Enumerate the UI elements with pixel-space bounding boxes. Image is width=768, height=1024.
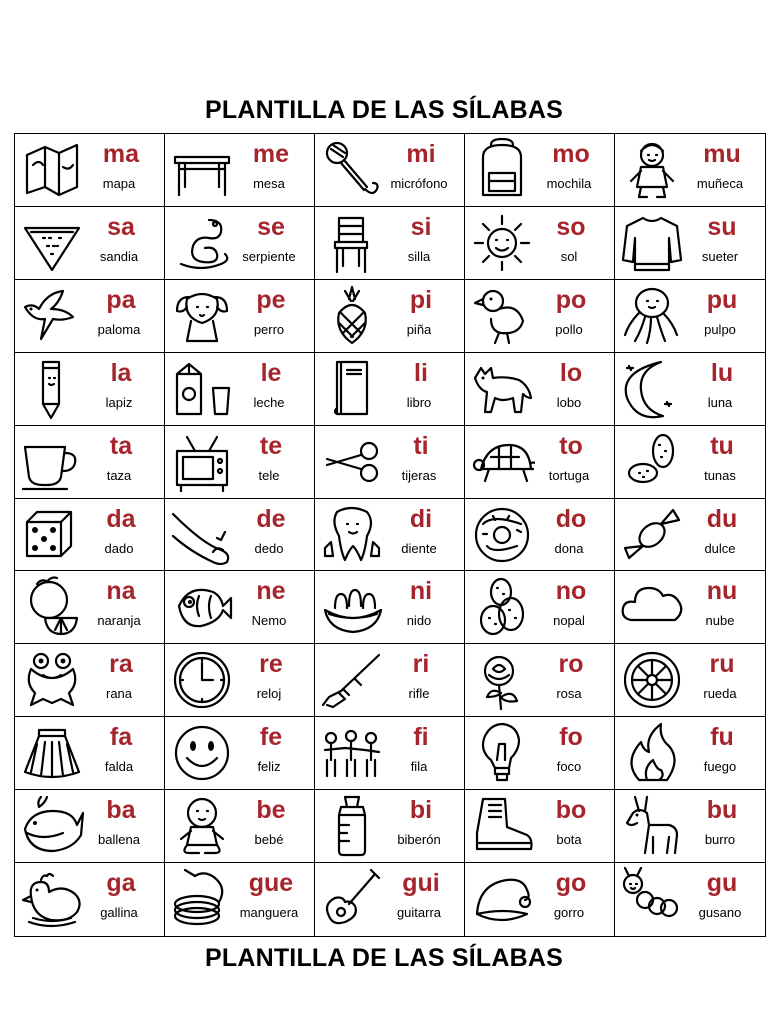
word-label: sandia <box>99 248 139 264</box>
syllable-label: bi <box>409 796 433 825</box>
syllable-label: ru <box>709 650 735 679</box>
word-label: luna <box>707 394 733 410</box>
syllable-label: me <box>252 140 290 168</box>
syllable-card <box>165 644 315 717</box>
word-label: mapa <box>102 176 136 191</box>
word-label: sueter <box>701 248 739 264</box>
syllable-card <box>165 280 315 353</box>
syllable-card <box>465 644 615 717</box>
syllable-label: fe <box>259 723 283 752</box>
word-label: nopal <box>553 613 585 629</box>
syllable-label: lo <box>559 358 583 387</box>
syllable-label: fa <box>109 723 133 752</box>
syllable-label: fo <box>559 723 583 752</box>
word-label: pollo <box>555 321 583 337</box>
word-label: paloma <box>97 321 141 337</box>
syllable-label: li <box>414 358 428 387</box>
syllable-label: da <box>106 504 136 533</box>
syllable-card <box>315 353 465 426</box>
word-label: taza <box>106 467 132 483</box>
syllable-card <box>15 207 165 280</box>
syllable-card <box>465 353 615 426</box>
word-label: leche <box>253 394 285 410</box>
word-label: feliz <box>257 759 281 775</box>
syllable-label: re <box>259 650 283 679</box>
word-label: dado <box>104 540 134 556</box>
syllable-label: si <box>410 212 432 241</box>
syllable-label: go <box>555 869 587 898</box>
syllable-card <box>615 207 765 280</box>
syllable-card <box>615 353 765 426</box>
syllable-label: ro <box>558 650 584 679</box>
syllable-card <box>465 863 615 936</box>
syllable-card <box>465 499 615 572</box>
syllable-label: nu <box>706 577 738 606</box>
syllable-card <box>315 571 465 644</box>
page-title: PLANTILLA DE LAS SÍLABAS <box>204 96 564 124</box>
syllable-label: ti <box>413 431 429 460</box>
syllable-label: gu <box>706 869 738 898</box>
syllable-card <box>465 426 615 499</box>
syllable-card <box>165 499 315 572</box>
word-label: tele <box>258 467 280 483</box>
syllable-card <box>465 280 615 353</box>
syllable-card <box>315 790 465 863</box>
word-label: ballena <box>98 832 140 848</box>
word-label: dona <box>554 540 584 556</box>
syllable-label: do <box>555 504 587 533</box>
syllable-card <box>615 790 765 863</box>
syllable-label: ra <box>109 650 133 679</box>
syllable-card <box>465 790 615 863</box>
syllable-card <box>615 863 765 936</box>
syllable-card <box>15 280 165 353</box>
syllable-card <box>165 790 315 863</box>
syllable-card <box>465 717 615 790</box>
word-label: bota <box>556 832 582 848</box>
word-label: micrófono <box>390 176 448 191</box>
syllable-label: ni <box>409 577 433 606</box>
word-label: nido <box>406 613 432 629</box>
syllable-card <box>15 644 165 717</box>
syllable-label: pi <box>409 285 433 314</box>
syllable-card <box>465 571 615 644</box>
syllable-label: su <box>707 212 737 241</box>
word-label: mesa <box>253 176 285 191</box>
word-label: lapiz <box>105 394 133 410</box>
syllable-card <box>15 863 165 936</box>
word-label: tortuga <box>548 467 590 483</box>
syllable-card <box>165 134 315 207</box>
syllable-card <box>315 426 465 499</box>
syllable-label: pa <box>106 285 136 314</box>
syllable-label: ba <box>106 796 136 825</box>
word-label: bebé <box>254 832 284 848</box>
word-label: mochila <box>546 176 592 191</box>
syllable-card <box>165 863 315 936</box>
syllable-card <box>615 717 765 790</box>
syllable-label: mi <box>406 140 436 168</box>
syllable-card <box>315 134 465 207</box>
syllable-card <box>165 353 315 426</box>
word-label: burro <box>704 832 736 848</box>
word-label: silla <box>407 248 431 264</box>
syllable-card <box>615 499 765 572</box>
word-label: tijeras <box>401 467 437 483</box>
syllable-label: le <box>260 358 282 387</box>
syllable-card <box>465 207 615 280</box>
syllable-label: du <box>706 504 738 533</box>
syllable-card <box>315 644 465 717</box>
syllable-label: ta <box>109 431 133 460</box>
syllable-card <box>165 207 315 280</box>
syllable-card <box>15 426 165 499</box>
syllable-card <box>615 280 765 353</box>
syllable-card <box>315 863 465 936</box>
word-label: diente <box>401 540 437 556</box>
syllable-label: ne <box>256 577 286 606</box>
syllable-label: se <box>257 212 285 241</box>
syllable-label: so <box>556 212 586 241</box>
word-label: dedo <box>254 540 284 556</box>
word-label: nube <box>705 613 735 629</box>
syllable-label: be <box>256 796 286 825</box>
word-label: falda <box>104 759 134 775</box>
syllable-card <box>615 644 765 717</box>
word-label: pulpo <box>704 321 736 337</box>
syllable-card <box>165 717 315 790</box>
word-label: lobo <box>556 394 582 410</box>
word-label: libro <box>406 394 432 410</box>
syllable-card <box>315 280 465 353</box>
syllable-label: pe <box>256 285 286 314</box>
syllable-card <box>15 571 165 644</box>
word-label: serpiente <box>242 248 296 264</box>
syllable-card <box>15 134 165 207</box>
syllable-label: ga <box>106 869 136 898</box>
syllable-label: pu <box>706 285 738 314</box>
word-label: dulce <box>704 540 736 556</box>
syllable-label: te <box>259 431 283 460</box>
syllable-label: fi <box>413 723 429 752</box>
word-label: gallina <box>100 905 138 921</box>
word-label: Nemo <box>251 613 287 629</box>
word-label: tunas <box>704 467 736 483</box>
syllable-label: to <box>559 431 583 460</box>
syllable-label: na <box>106 577 136 606</box>
word-label: sol <box>560 248 578 264</box>
syllable-card <box>165 571 315 644</box>
syllable-card <box>615 134 765 207</box>
syllable-card <box>15 717 165 790</box>
syllable-label: lu <box>710 358 734 387</box>
syllable-label: di <box>409 504 433 533</box>
syllable-card <box>465 134 615 207</box>
word-label: perro <box>253 321 285 337</box>
word-label: rueda <box>703 686 737 702</box>
word-label: rifle <box>408 686 430 702</box>
syllable-label: ri <box>412 650 430 679</box>
word-label: biberón <box>397 832 441 848</box>
syllable-label: bu <box>706 796 738 825</box>
word-label: rosa <box>556 686 582 702</box>
syllable-label: mu <box>703 140 741 168</box>
syllable-label: gue <box>248 869 294 898</box>
syllable-grid <box>14 133 766 937</box>
word-label: reloj <box>256 686 282 702</box>
syllable-label: gui <box>402 869 440 898</box>
word-label: gorro <box>553 905 585 921</box>
syllable-card <box>615 426 765 499</box>
syllable-card <box>165 426 315 499</box>
syllable-label: bo <box>555 796 587 825</box>
syllable-label: fu <box>710 723 734 752</box>
word-label: manguera <box>239 905 299 921</box>
syllable-card <box>315 207 465 280</box>
syllable-label: ma <box>102 140 140 168</box>
page-footer-title: PLANTILLA DE LAS SÍLABAS <box>204 944 564 972</box>
word-label: fila <box>410 759 428 775</box>
syllable-card <box>615 571 765 644</box>
word-label: piña <box>406 321 432 337</box>
syllable-label: po <box>555 285 587 314</box>
syllable-label: sa <box>107 212 135 241</box>
syllable-card <box>315 717 465 790</box>
syllable-label: la <box>110 358 132 387</box>
syllable-label: no <box>555 577 587 606</box>
word-label: naranja <box>97 613 141 629</box>
word-label: guitarra <box>396 905 442 921</box>
syllable-label: de <box>256 504 286 533</box>
syllable-label: tu <box>710 431 734 460</box>
word-label: muñeca <box>696 176 744 191</box>
syllable-card <box>15 499 165 572</box>
word-label: fuego <box>703 759 737 775</box>
word-label: gusano <box>698 905 742 921</box>
syllable-card <box>15 790 165 863</box>
syllable-card <box>15 353 165 426</box>
syllable-card <box>315 499 465 572</box>
word-label: foco <box>556 759 582 775</box>
syllable-label: mo <box>552 140 590 168</box>
word-label: rana <box>105 686 133 702</box>
